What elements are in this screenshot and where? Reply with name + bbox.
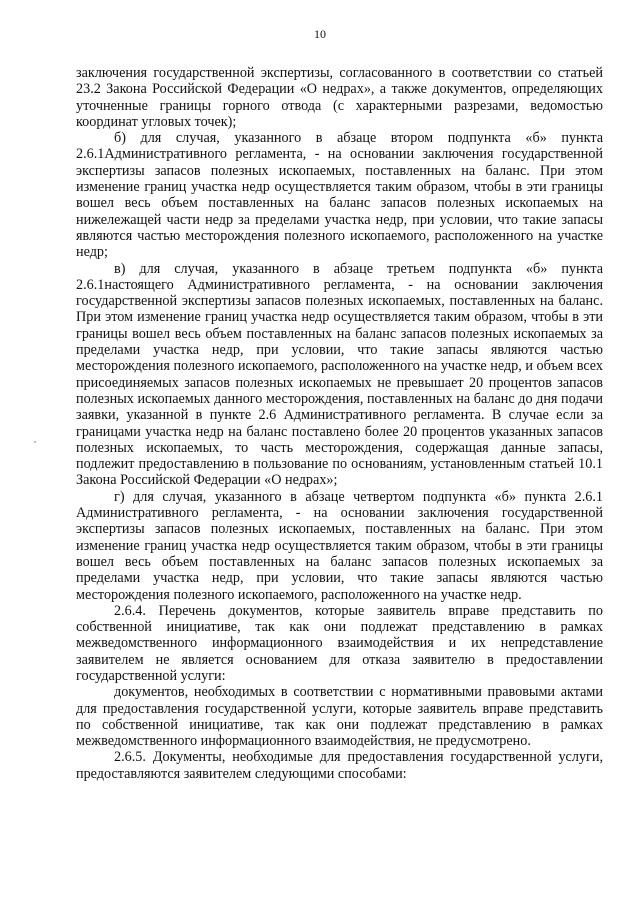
page-number: 10 xyxy=(314,27,326,41)
paragraph-7: 2.6.5. Документы, необходимые для предоставления государственной услуги, предоставляются заявителем следующими способами: xyxy=(76,749,603,782)
margin-mark xyxy=(34,441,36,443)
paragraph-3: в) для случая, указанного в абзаце третьем подпункта «б» пункта 2.6.1настоящего Административного регламента, - на основании заключения государственной экспертизы запасов полезных ископаемых, поставленных на баланс. При этом изменение границ участка недр осуществляется таким образом, чтобы в эти границы вошел весь объем поставленных на баланс запасов полезных ископаемых за пределами участка недр, при условии, что такие запасы являются частью месторождения полезного ископаемого, расположенного на участке недр, и объем всех присоединяемых запасов полезных ископаемых не превышает 20 процентов запасов полезных ископаемых данного месторождения, поставленных на баланс до дня подачи заявки, указанной в пункте 2.6 Административного регламента. В случае если за границами участка недр на баланс поставлено более 20 процентов указанных запасов полезных ископаемых, то часть месторождения, содержащая данные запасы, подлежит предоставлению в пользование по основаниям, установленным статьей 10.1 Закона Российской Федерации «О недрах»; xyxy=(76,260,603,489)
document-body xyxy=(76,65,603,782)
paragraph-6: документов, необходимых в соответствии с нормативными правовыми актами для предоставления государственной услуги, которые заявитель вправе представить по собственной инициативе, так как они подлежат представлению в рамках межведомственного информационного взаимодействия, не предусмотрено. xyxy=(76,684,603,750)
paragraph-5: 2.6.4. Перечень документов, которые заявитель вправе представить по собственной инициативе, так как они подлежат представлению в рамках межведомственного информационного взаимодействия и их непредставление заявителем не является основанием для отказа заявителю в предоставлении государственной услуги: xyxy=(76,602,603,684)
paragraph-1: заключения государственной экспертизы, согласованного в соответствии со статьей 23.2 Закона Российской Федерации «О недрах», а также документов, определяющих уточненные границы горного отвода (с характерными разрезами, ведомостью координат угловых точек); xyxy=(76,65,603,130)
paragraph-4: г) для случая, указанного в абзаце четвертом подпункта «б» пункта 2.6.1 Административного регламента, - на основании заключения государственной экспертизы запасов полезных ископаемых, поставленных на баланс. При этом изменение границ участка недр осуществляется таким образом, чтобы в эти границы вошел весь объем поставленных на баланс запасов полезных ископаемых за пределами участка недр, при условии, что такие запасы являются частью месторождения полезного ископаемого, расположенного на участке недр. xyxy=(76,488,603,603)
paragraph-2: б) для случая, указанного в абзаце втором подпункта «б» пункта 2.6.1Административного регламента, - на основании заключения государственной экспертизы запасов полезных ископаемых, поставленных на баланс. При этом изменение границ участка недр осуществляется таким образом, чтобы в эти границы вошел весь объем поставленных на баланс запасов полезных ископаемых на нижележащей части недр за пределами участка недр, при условии, что такие запасы являются частью месторождения полезного ископаемого, расположенного на участке недр; xyxy=(76,130,603,261)
